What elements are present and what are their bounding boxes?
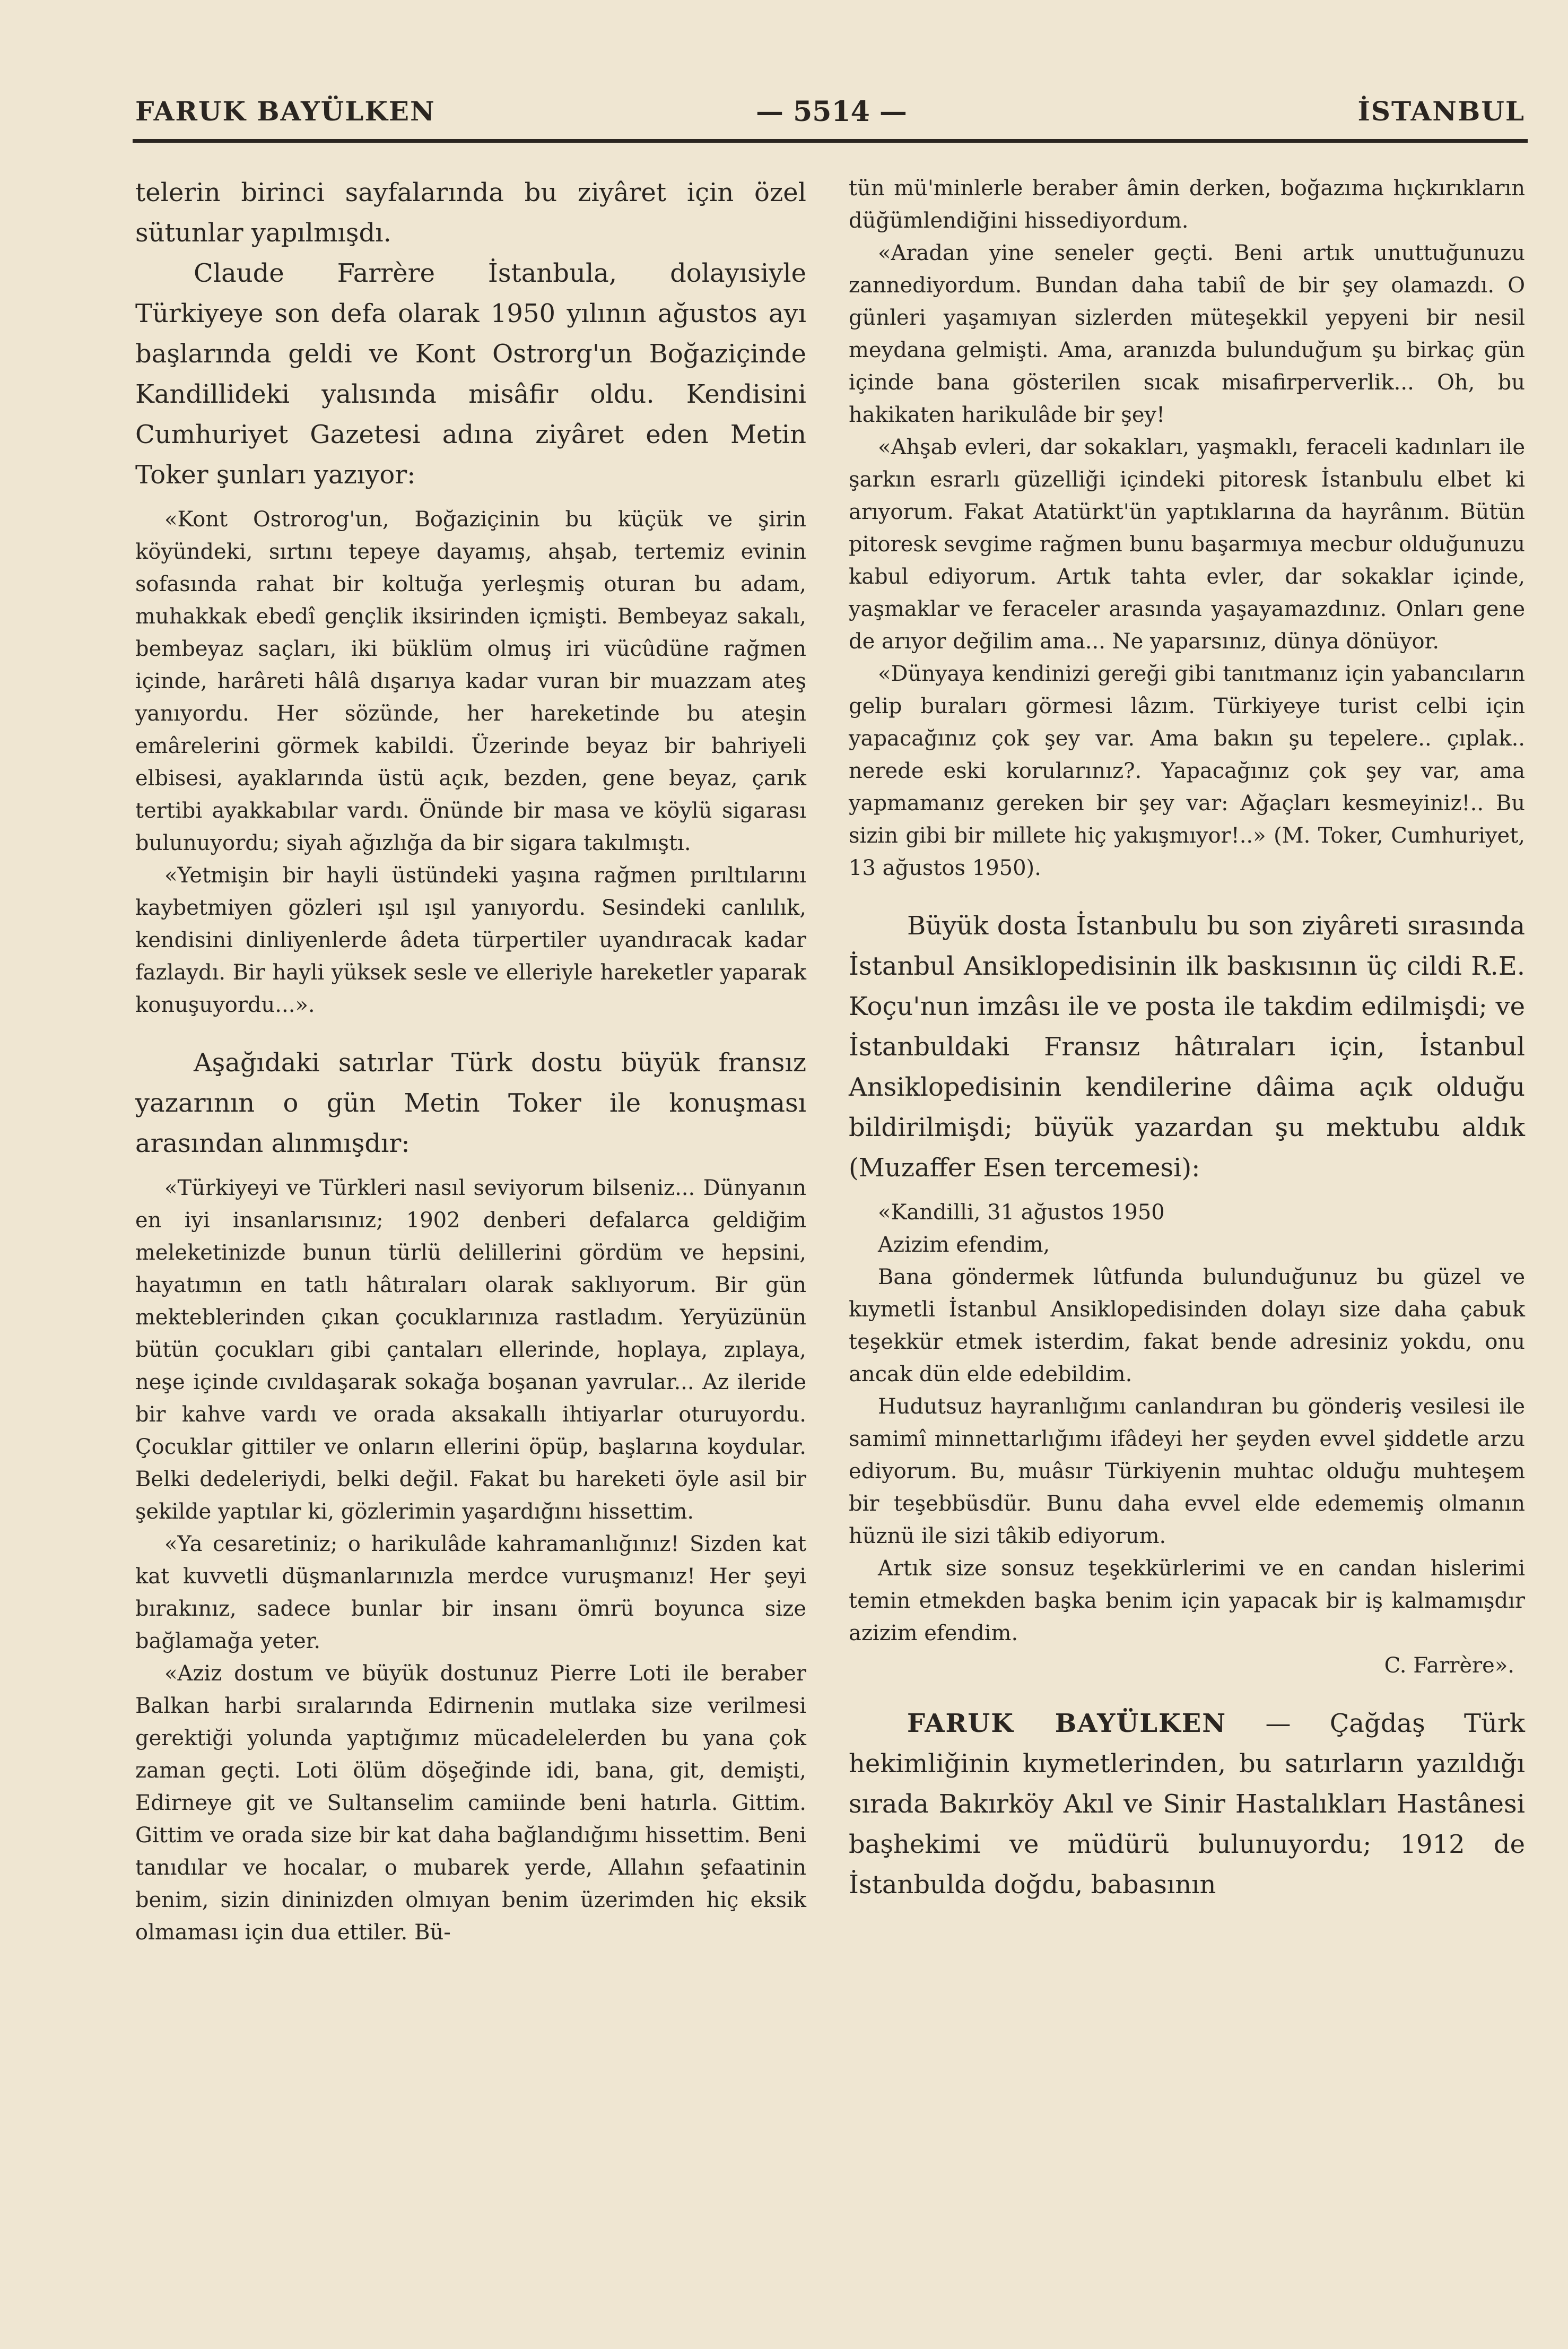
paragraph-continued: telerin birinci sayfalarında bu ziyâret için özel sütunlar yapılmışdı. (135, 178, 806, 248)
quote-continued: tün mü'minlerle beraber âmin derken, boğazıma hıçkırıkların düğümlendiğini hissediyordum. (849, 176, 1525, 233)
letter-paragraph-3: Artık size sonsuz teşekkürlerimi ve en candan hislerimi temin etmekden başka benim için yapacak bir iş kalmamışdır azizim efendim. (849, 1556, 1525, 1645)
biography-entry (849, 1703, 1525, 1905)
paragraph-ansiklopedi: Büyük dosta İstanbulu bu son ziyâreti sırasında İstanbul Ansiklopedisinin ilk baskısının üç cildi R.E. Koçu'nun imzâsı ile ve posta ile takdim edilmişdi; ve İstanbuldaki Fransız hâtıraları için, İstanbul Ansiklopedisinin kendilerine dâima açık olduğu bildirilmişdi; büyük yazardan şu mektubu aldık (Muzaffer Esen tercemesi): (849, 911, 1525, 1183)
letter-dateline: «Kandilli, 31 ağustos 1950 (878, 1200, 1165, 1225)
page-header (135, 96, 1525, 133)
quote-cesaret: «Ya cesaretiniz; o harikulâde kahramanlığınız! Sizden kat kat kuvvetli düşmanlarınızla merdce vuruşmanız! Her şeyi bırakınız, sadece bunlar bir insanı ömrü boyunca size bağlamağa yeter. (135, 1532, 806, 1653)
quote-dunyaya: «Dünyaya kendinizi gereği gibi tanıtmanız için yabancıların gelip buraları görmesi lâzım. Türkiyeye turist celbi için yapacağınız çok şey var. Ama bakın şu tepelere.. çıplak.. nerede eski korularınız?. Yapacağınız çok şey var, ama yapmamanız gereken bir şey var: Ağaçları kesmeyiniz!.. Bu sizin gibi bir millete hiç yakışmıyor!..» (M. Toker, Cumhuriyet, 13 ağustos 1950). (849, 662, 1525, 880)
quote-ahsab: «Ahşab evleri, dar sokakları, yaşmaklı, feraceli kadınları ile şarkın esrarlı güzelliği içindeki pitoresk İstanbulu elbet ki arıyorum. Fakat Atatürkt'ün yaptıklarına da hayrânım. Bütün pitoresk sevgime rağmen bunu başarmıya mecbur olduğunuzu kabul ediyorum. Artık tahta evler, dar sokaklar içinde, yaşmaklar ve feraceler arasında yaşayamazdınız. Onları gene de arıyor değilim ama... Ne yaparsınız, dünya dönüyor. (849, 435, 1525, 654)
letter-signature: C. Farrère». (1384, 1653, 1514, 1678)
letter-paragraph-1: Bana göndermek lûtfunda bulunduğunuz bu güzel ve kıymetli İstanbul Ansiklopedisinden dolayı size daha çabuk teşekkür etmek isterdim, fakat bende adresiniz yokdu, onu ancak dün elde edebildim. (849, 1265, 1525, 1386)
quote-yetmis: «Yetmişin bir hayli üstündeki yaşına rağmen pırıltılarını kaybetmiyen gözleri ışıl ışıl yanıyordu. Sesindeki canlılık, kendisini dinliyenlerde âdeta türpertiler uyandıracak kadar fazlaydı. Bir hayli yüksek sesle ve elleriyle hareketler yaparak konuşuyordu...». (135, 863, 806, 1017)
paragraph-interview-intro: Aşağıdaki satırlar Türk dostu büyük fransız yazarının o gün Metin Toker ile konuşması arasından alınmışdır: (135, 1048, 806, 1158)
right-column (849, 172, 1525, 1905)
letter-salutation: Azizim efendim, (878, 1233, 1050, 1257)
quote-aradan: «Aradan yine seneler geçti. Beni artık unuttuğunuzu zannediyordum. Bundan daha tabiî de bir şey olamazdı. O günleri yaşamıyan sizlerden müteşekkil yepyeni bir nesil meydana gelmişti. Ama, aranızda bulunduğum şu birkaç gün içinde bana gösterilen sıcak misafirperverlik... Oh, bu hakikaten harikulâde bir şey! (849, 241, 1525, 427)
quote-ostrorog: «Kont Ostrorog'un, Boğaziçinin bu küçük ve şirin köyündeki, sırtını tepeye dayamış, ahşab, tertemiz evinin sofasında rahat bir koltuğa yerleşmiş oturan bu adam, muhakkak ebedî gençlik iksirinden içmişti. Bembeyaz sakalı, bembeyaz saçları, iki büklüm olmuş iri vücûdüne rağmen içinde, harâreti hâlâ dışarıya kadar vuran bir muazzam ateş yanıyordu. Her sözünde, her hareketinde bu ateşin emârelerini görmek kabildi. Üzerinde beyaz bir bahriyeli elbisesi, ayaklarında üstü açık, bezden, gene beyaz, çarık tertibi ayakkabılar vardı. Önünde bir masa ve köylü sigarası bulunuyordu; siyah ağızlığa da bir sigara takılmıştı. (135, 507, 806, 855)
quote-pierre-loti: «Aziz dostum ve büyük dostunuz Pierre Loti ile beraber Balkan harbi sıralarında Edirnenin mutlaka size verilmesi gerektiği yolunda yaptığımız mücadelelerden bu yana çok zaman geçti. Loti ölüm döşeğinde idi, bana, git, demişti, Edirneye git ve Sultanselim camiinde beni hatırla. Gittim. Gittim ve orada size bir kat daha bağlandığımı hissettim. Beni tanıdılar ve hocalar, o mubarek yerde, Allahın şefaatinin benim, sizin dininizden olmıyan benim üzerimden hiç eksik olmaması için dua ettiler. Bü- (135, 1661, 806, 1945)
left-column (135, 172, 806, 1949)
running-head-author: FARUK BAYÜLKEN (135, 96, 435, 127)
header-rule (133, 139, 1528, 143)
biography-name: FARUK BAYÜLKEN (907, 1709, 1227, 1738)
running-head-title: İSTANBUL (1357, 96, 1525, 127)
letter-paragraph-2: Hudutsuz hayranlığımı canlandıran bu gönderiş vesilesi ile samimî minnettarlığımı ifâdeyi her şeyden evvel şiddetle arzu ediyorum. Bu, muâsır Türkiyenin muhtac olduğu muhteşem bir teşebbüsdür. Bunu daha evvel elde edememiş olmanın hüznü ile sizi tâkib ediyorum. (849, 1394, 1525, 1548)
paragraph-farrere-visit: Claude Farrère İstanbula, dolayısiyle Türkiyeye son defa olarak 1950 yılının ağustos ayı başlarında geldi ve Kont Ostrorg'un Boğaziçinde Kandillideki yalısında misâfir oldu. Kendisini Cumhuriyet Gazetesi adına ziyâret eden Metin Toker şunları yazıyor: (135, 258, 806, 490)
page-number: — 5514 — (756, 96, 907, 128)
quote-turkiyeyi: «Türkiyeyi ve Türkleri nasıl seviyorum bilseniz... Dünyanın en iyi insanlarısınız; 1902 denberi defalarca geldiğim meleketinizde bunun türlü delillerini gördüm ve hepsini, hayatımın en tatlı hâtıraları olarak saklıyorum. Bir gün mekteblerinden çıkan çocuklarınıza rastladım. Yeryüzünün bütün çocukları gibi çantaları ellerinde, hoplaya, zıplaya, neşe içinde cıvıldaşarak sokağa boşanan yavrular... Az ileride bir kahve vardı ve orada aksakallı ihtiyarlar oturuyordu. Çocuklar gittiler ve onların ellerini öpüp, başlarına koydular. Belki dedeleriydi, belki değil. Fakat bu hareketi öyle asil bir şekilde yaptılar ki, gözlerimin yaşardığını hissettim. (135, 1176, 806, 1524)
biography-text: — Çağdaş Türk hekimliğinin kıymetlerinden, bu satırların yazıldığı sırada Bakırköy Akıl ve Sinir Hastalıkları Hastânesi başhekimi ve müdürü bulunuyordu; 1912 de İstanbulda doğdu, babasının (849, 1709, 1525, 1900)
